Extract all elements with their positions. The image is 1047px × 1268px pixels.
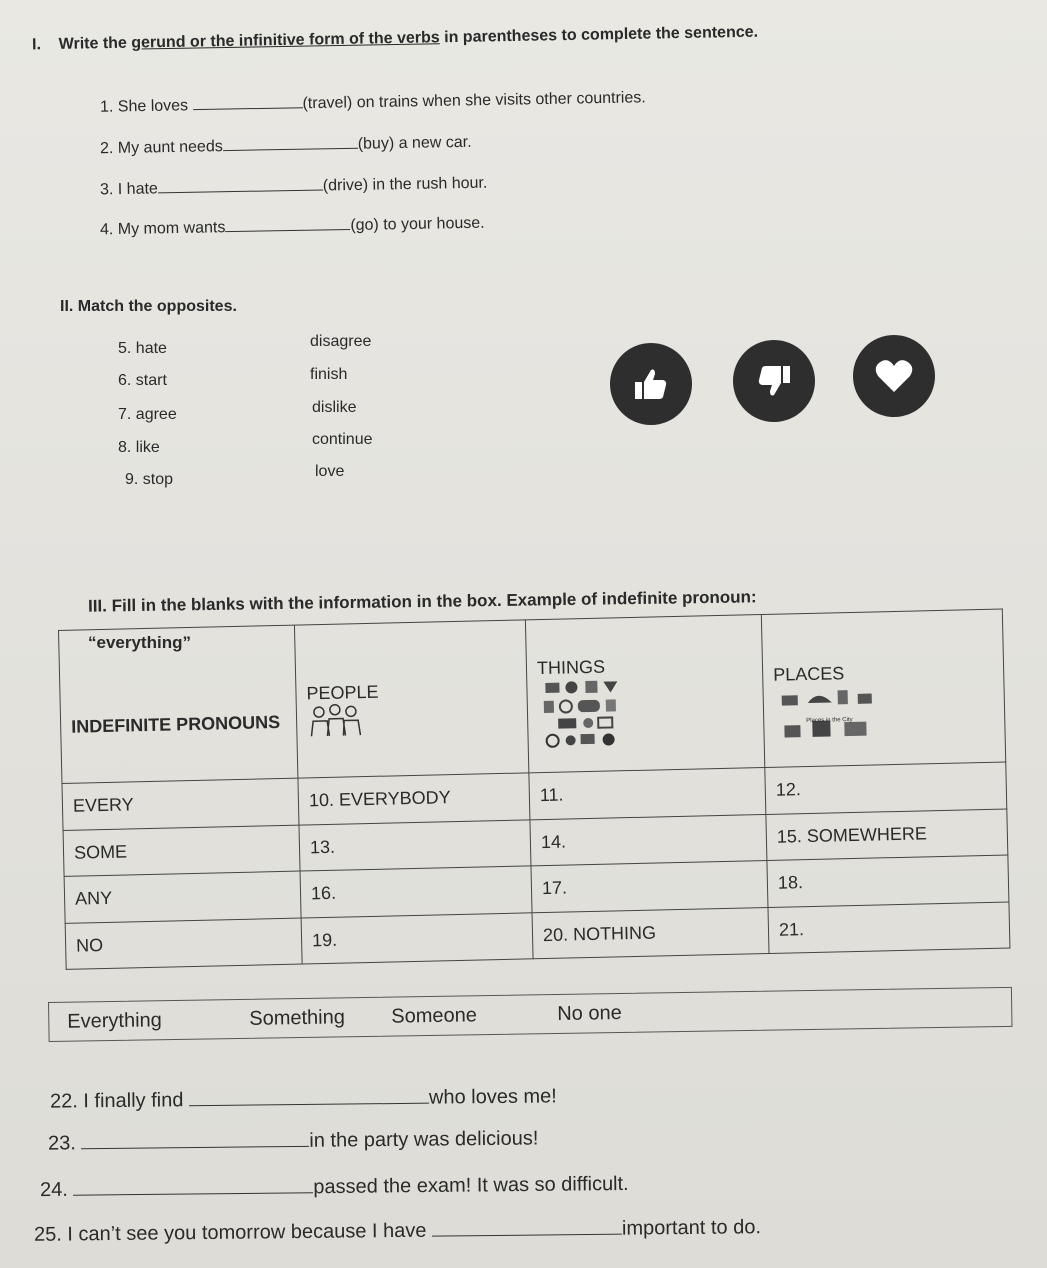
header-people: PEOPLE bbox=[294, 620, 528, 778]
word-option: Everything bbox=[67, 1009, 162, 1033]
section2-title: II. Match the opposites. bbox=[60, 298, 237, 315]
exercise-item-24: 24. passed the exam! It was so difficult. bbox=[39, 1172, 629, 1202]
match-left-item: 6. start bbox=[118, 372, 167, 389]
cell-13[interactable]: 13. bbox=[299, 819, 531, 871]
exercise-item-2: 2. My aunt needs (buy) a new car. bbox=[99, 133, 472, 158]
cell-20[interactable]: 20. NOTHING bbox=[532, 907, 769, 959]
answer-blank[interactable] bbox=[189, 1089, 429, 1107]
section3-title: III. Fill in the blanks with the information in the box. Example of indefinite pronoun: bbox=[87, 587, 757, 616]
answer-blank[interactable] bbox=[192, 93, 302, 110]
answer-blank[interactable] bbox=[432, 1220, 622, 1237]
exercise-item-4: 4. My mom wants (go) to your house. bbox=[99, 214, 485, 239]
answer-blank[interactable] bbox=[225, 215, 350, 232]
exercise-item-25: 25. I can’t see you tomorrow because I have important to do. bbox=[33, 1216, 762, 1246]
header-places: PLACES Places in the City bbox=[761, 609, 1005, 767]
exercise-item-1: 1. She loves (travel) on trains when she visits other countries. bbox=[99, 89, 646, 116]
cell-15[interactable]: 15. SOMEWHERE bbox=[766, 809, 1008, 861]
cell-14[interactable]: 14. bbox=[530, 814, 767, 866]
cell-16[interactable]: 16. bbox=[300, 866, 532, 918]
match-right-item: disagree bbox=[310, 333, 372, 350]
header-indefinite-pronouns: INDEFINITE PRONOUNS bbox=[59, 625, 298, 783]
answer-blank[interactable] bbox=[158, 175, 323, 193]
match-left-item: 7. agree bbox=[118, 406, 177, 423]
thumbs-up-icon bbox=[610, 343, 692, 425]
answer-blank[interactable] bbox=[223, 134, 358, 151]
places-icon bbox=[773, 683, 894, 746]
section1-title: I. Write the gerund or the infinitive form of the verbs in parentheses to complete the sentence. bbox=[31, 23, 759, 54]
exercise-item-23: 23. in the party was delicious! bbox=[47, 1127, 539, 1155]
word-option: Something bbox=[249, 1006, 346, 1030]
word-option: No one bbox=[557, 1001, 622, 1026]
cell-19[interactable]: 19. bbox=[301, 912, 533, 964]
match-right-item: love bbox=[315, 463, 345, 480]
match-right-item: dislike bbox=[312, 399, 357, 416]
people-icon bbox=[307, 703, 364, 738]
things-icon bbox=[537, 677, 629, 749]
cell-18[interactable]: 18. bbox=[767, 855, 1009, 907]
word-option: Someone bbox=[391, 1004, 478, 1028]
row-label-some: SOME bbox=[63, 825, 300, 877]
thumbs-down-icon bbox=[733, 340, 815, 422]
heart-icon bbox=[853, 335, 935, 417]
match-left-item: 9. stop bbox=[125, 471, 174, 488]
row-label-any: ANY bbox=[64, 871, 301, 923]
answer-blank[interactable] bbox=[81, 1132, 309, 1149]
header-things: THINGS bbox=[525, 615, 764, 773]
match-right-item: continue bbox=[312, 431, 373, 448]
cell-21[interactable]: 21. bbox=[768, 901, 1010, 953]
row-label-no: NO bbox=[65, 918, 302, 970]
match-right-item: finish bbox=[310, 366, 348, 383]
cell-10[interactable]: 10. EVERYBODY bbox=[298, 773, 530, 825]
exercise-item-3: 3. I hate (drive) in the rush hour. bbox=[99, 174, 488, 199]
answer-blank[interactable] bbox=[73, 1178, 313, 1196]
row-label-every: EVERY bbox=[62, 778, 299, 830]
cell-11[interactable]: 11. bbox=[529, 767, 766, 819]
word-box bbox=[48, 987, 1013, 1042]
places-caption: Places in the City bbox=[806, 716, 853, 725]
pronoun-table bbox=[58, 609, 1010, 970]
section3-example: “everything” bbox=[88, 633, 191, 652]
match-left-item: 5. hate bbox=[118, 340, 167, 357]
exercise-item-22: 22. I finally find who loves me! bbox=[49, 1085, 557, 1113]
match-left-item: 8. like bbox=[118, 439, 160, 456]
cell-12[interactable]: 12. bbox=[765, 762, 1007, 814]
cell-17[interactable]: 17. bbox=[531, 860, 768, 912]
